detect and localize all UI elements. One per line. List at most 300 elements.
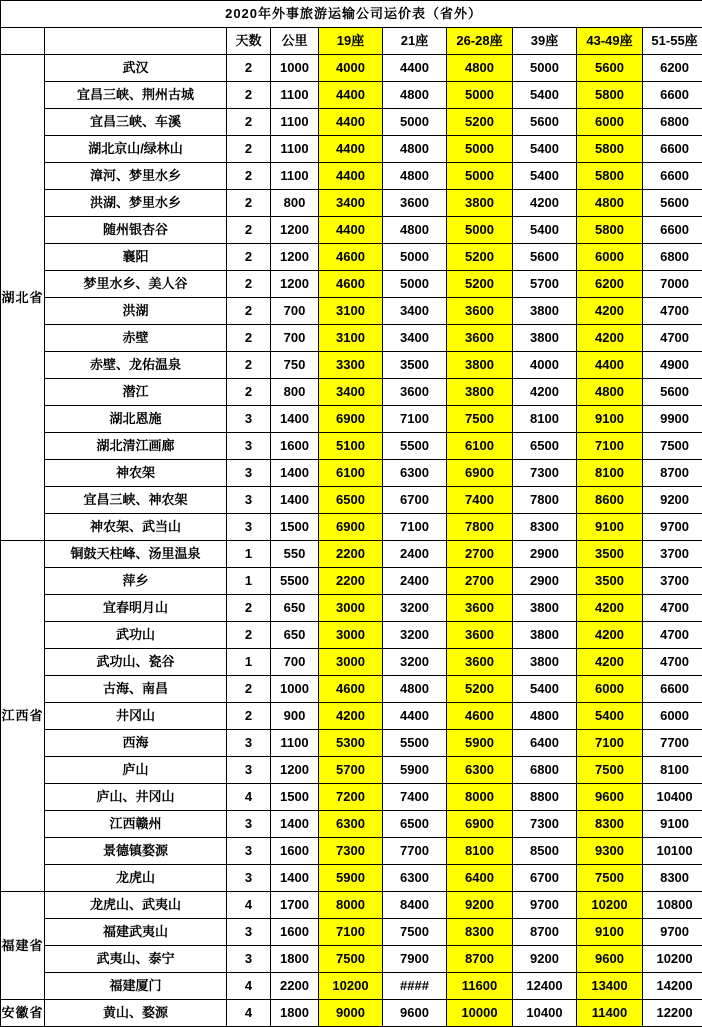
price-cell: 4200 [577,649,643,676]
table-row [1,352,702,379]
days-cell: 3 [227,730,271,757]
days-cell: 2 [227,217,271,244]
days-cell: 2 [227,703,271,730]
table-row [1,622,702,649]
route-cell: 江西赣州 [45,811,227,838]
days-cell: 3 [227,757,271,784]
km-cell: 650 [271,622,319,649]
price-cell: 6700 [383,487,447,514]
price-cell: 3800 [513,325,577,352]
days-cell: 3 [227,838,271,865]
table-row [1,541,702,568]
days-cell: 2 [227,676,271,703]
price-cell: 7300 [513,811,577,838]
price-cell: 6600 [643,217,702,244]
price-cell: 8300 [643,865,702,892]
price-cell: 6000 [577,676,643,703]
route-cell: 宜昌三峡、荆州古城 [45,82,227,109]
price-cell: 4400 [319,136,383,163]
price-cell: 6000 [577,244,643,271]
km-cell: 5500 [271,568,319,595]
price-cell: 9200 [643,487,702,514]
price-cell: 5600 [643,379,702,406]
days-cell: 3 [227,865,271,892]
price-cell: 7700 [643,730,702,757]
price-cell: 9100 [643,811,702,838]
km-cell: 1500 [271,784,319,811]
price-cell: 14200 [643,973,702,1000]
header-seat-39: 39座 [513,28,577,55]
price-cell: 7500 [383,919,447,946]
price-cell: 5800 [577,136,643,163]
route-cell: 武功山 [45,622,227,649]
table-row [1,892,702,919]
km-cell: 1400 [271,460,319,487]
table-row [1,136,702,163]
route-cell: 武汉 [45,55,227,82]
price-cell: 7000 [643,271,702,298]
price-cell: 3600 [447,622,513,649]
price-cell: 4000 [319,55,383,82]
km-cell: 1100 [271,163,319,190]
route-cell: 庐山 [45,757,227,784]
days-cell: 2 [227,298,271,325]
price-cell: 7700 [383,838,447,865]
price-cell: 3800 [513,622,577,649]
header-seat-21: 21座 [383,28,447,55]
km-cell: 650 [271,595,319,622]
price-cell: 9000 [319,1000,383,1027]
price-cell: 2200 [319,568,383,595]
days-cell: 4 [227,784,271,811]
days-cell: 4 [227,892,271,919]
price-cell: 7400 [383,784,447,811]
price-cell: 5900 [447,730,513,757]
price-cell: 4800 [577,190,643,217]
price-cell: 9700 [643,514,702,541]
price-cell: 6300 [383,460,447,487]
price-cell: 5000 [383,109,447,136]
price-cell: 7500 [643,433,702,460]
price-cell: 5600 [577,55,643,82]
price-cell: 12200 [643,1000,702,1027]
km-cell: 1100 [271,730,319,757]
route-cell: 宜春明月山 [45,595,227,622]
price-cell: 5400 [577,703,643,730]
route-cell: 漳河、梦里水乡 [45,163,227,190]
price-cell: 9200 [447,892,513,919]
price-cell: 6700 [513,865,577,892]
days-cell: 1 [227,541,271,568]
price-cell: 7100 [319,919,383,946]
header-km: 公里 [271,28,319,55]
route-cell: 龙虎山、武夷山 [45,892,227,919]
price-cell: 5000 [447,163,513,190]
route-cell: 庐山、井冈山 [45,784,227,811]
price-cell: 8600 [577,487,643,514]
price-cell: 3600 [447,325,513,352]
days-cell: 2 [227,109,271,136]
km-cell: 1200 [271,244,319,271]
price-cell: 8700 [447,946,513,973]
days-cell: 3 [227,811,271,838]
price-cell: 7500 [319,946,383,973]
price-cell: 8300 [513,514,577,541]
table-row [1,784,702,811]
price-cell: 3400 [319,379,383,406]
price-cell: 8700 [643,460,702,487]
days-cell: 3 [227,406,271,433]
km-cell: 1400 [271,406,319,433]
price-cell: 3000 [319,595,383,622]
km-cell: 550 [271,541,319,568]
price-cell: 12400 [513,973,577,1000]
price-cell: 6500 [513,433,577,460]
days-cell: 4 [227,1000,271,1027]
price-cell: 5500 [383,433,447,460]
km-cell: 900 [271,703,319,730]
km-cell: 1000 [271,55,319,82]
price-cell: 3600 [447,649,513,676]
price-cell: 11400 [577,1000,643,1027]
price-cell: 6000 [643,703,702,730]
price-cell: 4700 [643,649,702,676]
price-cell: 6300 [383,865,447,892]
table-row [1,217,702,244]
price-cell: 8100 [577,460,643,487]
price-cell: 8300 [447,919,513,946]
table-row [1,298,702,325]
header-seat-51-55: 51-55座 [643,28,702,55]
days-cell: 3 [227,946,271,973]
price-cell: 11600 [447,973,513,1000]
price-cell: 10400 [643,784,702,811]
price-cell: 5600 [513,109,577,136]
price-cell: 6900 [319,406,383,433]
price-cell: 4800 [383,163,447,190]
price-cell: 3500 [577,568,643,595]
price-cell: 4200 [319,703,383,730]
km-cell: 1200 [271,217,319,244]
price-cell: 2400 [383,568,447,595]
price-cell: 9300 [577,838,643,865]
km-cell: 2200 [271,973,319,1000]
price-cell: 4800 [383,136,447,163]
km-cell: 1100 [271,109,319,136]
price-cell: 10400 [513,1000,577,1027]
price-cell: 6500 [319,487,383,514]
route-cell: 宜昌三峡、车溪 [45,109,227,136]
price-cell: 3100 [319,298,383,325]
route-cell: 梦里水乡、美人谷 [45,271,227,298]
price-cell: 6300 [447,757,513,784]
price-cell: 9700 [643,919,702,946]
price-cell: 4700 [643,325,702,352]
province-cell: 湖北省 [1,55,45,541]
price-cell: 8300 [577,811,643,838]
route-cell: 神农架、武当山 [45,514,227,541]
price-cell: 6000 [577,109,643,136]
price-cell: 4800 [577,379,643,406]
km-cell: 1400 [271,487,319,514]
price-cell: 4200 [513,190,577,217]
price-cell: 8700 [513,919,577,946]
table-row [1,703,702,730]
price-cell: 8100 [513,406,577,433]
price-cell: 7500 [577,865,643,892]
days-cell: 2 [227,595,271,622]
route-cell: 随州银杏谷 [45,217,227,244]
km-cell: 1100 [271,82,319,109]
price-cell: 4200 [577,622,643,649]
price-cell: 2900 [513,541,577,568]
price-cell: 4400 [319,109,383,136]
km-cell: 1000 [271,676,319,703]
price-cell: 3400 [319,190,383,217]
price-cell: 7300 [319,838,383,865]
price-cell: 7300 [513,460,577,487]
price-cell: 6800 [513,757,577,784]
days-cell: 4 [227,973,271,1000]
price-cell: 3600 [447,595,513,622]
table-row [1,919,702,946]
km-cell: 800 [271,190,319,217]
price-cell: 7800 [513,487,577,514]
price-cell: 5200 [447,271,513,298]
table-row [1,487,702,514]
km-cell: 1400 [271,811,319,838]
price-cell: 5600 [643,190,702,217]
price-cell: 9600 [383,1000,447,1027]
price-cell: 6200 [643,55,702,82]
price-cell: 3500 [577,541,643,568]
route-cell: 神农架 [45,460,227,487]
price-cell: 4400 [319,163,383,190]
page-title: 2020年外事旅游运输公司运价表（省外） [1,1,702,28]
price-cell: 2400 [383,541,447,568]
route-cell: 铜鼓天柱峰、汤里温泉 [45,541,227,568]
table-row [1,325,702,352]
route-cell: 洪湖 [45,298,227,325]
table-row [1,811,702,838]
price-cell: 6200 [577,271,643,298]
price-cell: 4200 [577,298,643,325]
price-cell: 3200 [383,649,447,676]
header-seat-19: 19座 [319,28,383,55]
price-cell: 5000 [447,82,513,109]
price-cell: 4800 [383,676,447,703]
price-cell: 5200 [447,244,513,271]
price-cell: 9900 [643,406,702,433]
days-cell: 2 [227,55,271,82]
price-cell: 5700 [513,271,577,298]
price-cell: 8500 [513,838,577,865]
price-cell: 3700 [643,541,702,568]
price-cell: 4800 [383,82,447,109]
table-row [1,1000,702,1027]
route-cell: 湖北清江画廊 [45,433,227,460]
km-cell: 1600 [271,838,319,865]
price-cell: 5800 [577,163,643,190]
price-cell: 2700 [447,568,513,595]
table-row [1,109,702,136]
price-cell: 3500 [383,352,447,379]
price-cell: 4400 [383,55,447,82]
route-cell: 赤壁、龙佑温泉 [45,352,227,379]
days-cell: 2 [227,163,271,190]
price-cell: 4700 [643,595,702,622]
price-cell: 3600 [383,190,447,217]
table-row [1,865,702,892]
route-cell: 龙虎山 [45,865,227,892]
price-cell: 7500 [447,406,513,433]
price-cell: 5900 [319,865,383,892]
days-cell: 2 [227,379,271,406]
price-cell: 3600 [383,379,447,406]
price-cell: 5400 [513,676,577,703]
header-seat-26-28: 26-28座 [447,28,513,55]
price-cell: 5400 [513,136,577,163]
days-cell: 3 [227,919,271,946]
price-cell: 10200 [319,973,383,1000]
price-cell: 7500 [577,757,643,784]
km-cell: 1800 [271,946,319,973]
price-cell: 7800 [447,514,513,541]
price-cell: 9100 [577,406,643,433]
price-cell: 5000 [447,136,513,163]
table-row [1,838,702,865]
price-cell: 9100 [577,514,643,541]
km-cell: 800 [271,379,319,406]
table-row [1,55,702,82]
price-cell: 5000 [513,55,577,82]
table-row [1,730,702,757]
province-cell: 福建省 [1,892,45,1000]
price-cell: 5700 [319,757,383,784]
price-cell: 6900 [447,811,513,838]
price-cell: 5300 [319,730,383,757]
table-row [1,676,702,703]
days-cell: 2 [227,190,271,217]
price-cell: 6600 [643,136,702,163]
route-cell: 西海 [45,730,227,757]
price-cell: 6500 [383,811,447,838]
price-cell: 4600 [319,271,383,298]
price-cell: 4400 [319,82,383,109]
price-cell: 4900 [643,352,702,379]
route-cell: 萍乡 [45,568,227,595]
price-cell: 7400 [447,487,513,514]
route-cell: 洪湖、梦里水乡 [45,190,227,217]
days-cell: 2 [227,82,271,109]
days-cell: 2 [227,622,271,649]
price-cell: 3800 [447,379,513,406]
price-cell: 4800 [513,703,577,730]
price-cell: 6100 [319,460,383,487]
price-cell: 3400 [383,325,447,352]
price-cell: 3200 [383,595,447,622]
price-cell: 3000 [319,622,383,649]
price-cell: 10800 [643,892,702,919]
table-row [1,946,702,973]
price-cell: 4400 [383,703,447,730]
price-cell: 4200 [577,595,643,622]
price-cell: 6900 [319,514,383,541]
price-cell: 7100 [577,730,643,757]
price-cell: 9600 [577,946,643,973]
km-cell: 750 [271,352,319,379]
price-cell: 2200 [319,541,383,568]
price-cell: #### [383,973,447,1000]
route-cell: 宜昌三峡、神农架 [45,487,227,514]
price-cell: 4400 [319,217,383,244]
table-row [1,163,702,190]
price-cell: 3800 [447,352,513,379]
price-cell: 5000 [383,244,447,271]
route-cell: 井冈山 [45,703,227,730]
price-cell: 4000 [513,352,577,379]
days-cell: 1 [227,568,271,595]
km-cell: 1200 [271,757,319,784]
route-cell: 景德镇婺源 [45,838,227,865]
price-cell: 7100 [383,406,447,433]
price-cell: 6800 [643,244,702,271]
price-cell: 2700 [447,541,513,568]
title-row [1,1,702,28]
price-cell: 5800 [577,217,643,244]
price-cell: 5200 [447,676,513,703]
km-cell: 1600 [271,919,319,946]
header-seat-43-49: 43-49座 [577,28,643,55]
price-cell: 10200 [577,892,643,919]
price-cell: 5600 [513,244,577,271]
price-cell: 9700 [513,892,577,919]
price-cell: 6400 [513,730,577,757]
price-cell: 6900 [447,460,513,487]
price-cell: 7200 [319,784,383,811]
km-cell: 700 [271,298,319,325]
table-row [1,460,702,487]
header-route [45,28,227,55]
price-cell: 10000 [447,1000,513,1027]
header-days: 天数 [227,28,271,55]
price-cell: 3700 [643,568,702,595]
days-cell: 3 [227,460,271,487]
table-row [1,190,702,217]
price-cell: 7100 [577,433,643,460]
price-cell: 2900 [513,568,577,595]
price-cell: 3100 [319,325,383,352]
route-cell: 福建武夷山 [45,919,227,946]
route-cell: 湖北恩施 [45,406,227,433]
days-cell: 3 [227,487,271,514]
price-cell: 5400 [513,163,577,190]
price-cell: 8800 [513,784,577,811]
price-cell: 8100 [447,838,513,865]
km-cell: 1100 [271,136,319,163]
price-cell: 9100 [577,919,643,946]
price-cell: 5500 [383,730,447,757]
route-cell: 襄阳 [45,244,227,271]
price-cell: 5800 [577,82,643,109]
price-cell: 8400 [383,892,447,919]
table-row [1,973,702,1000]
price-cell: 5200 [447,109,513,136]
days-cell: 2 [227,136,271,163]
price-cell: 6100 [447,433,513,460]
header-province [1,28,45,55]
km-cell: 1700 [271,892,319,919]
